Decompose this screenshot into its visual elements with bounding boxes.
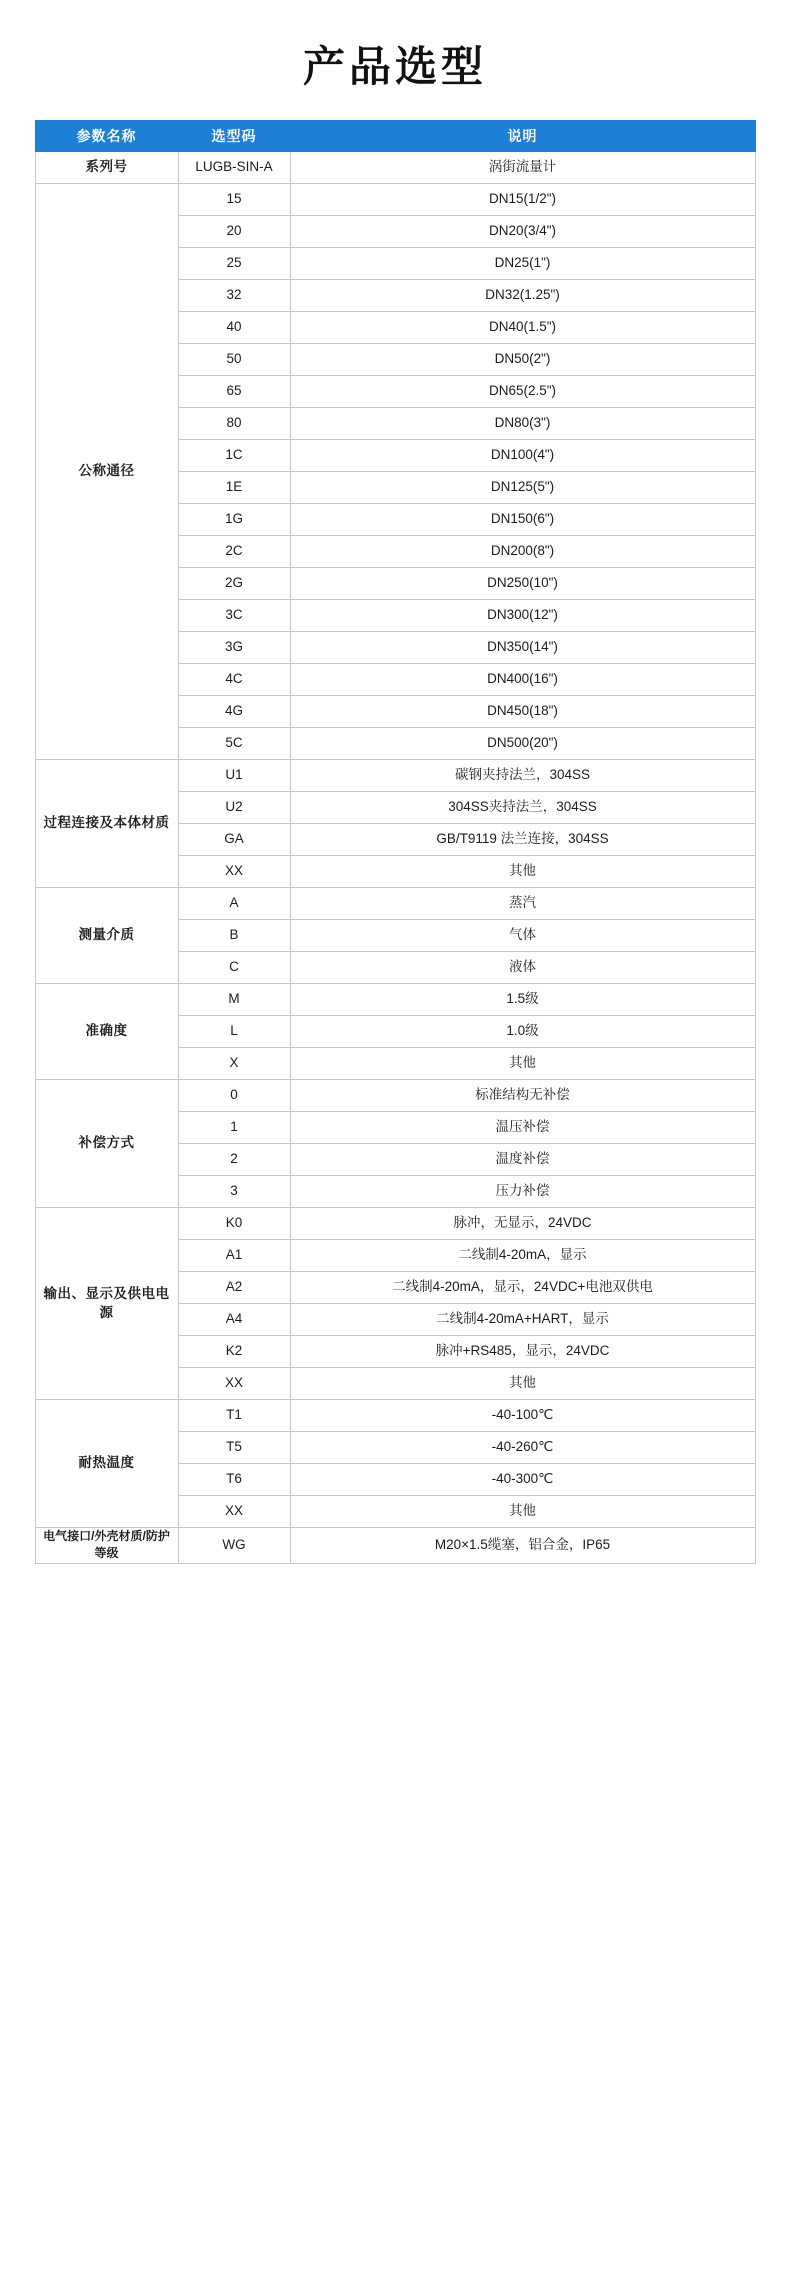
selection-code-cell: 3G (178, 632, 290, 664)
selection-code-cell: 1C (178, 440, 290, 472)
selection-code-cell: 80 (178, 408, 290, 440)
description-cell: 液体 (290, 952, 755, 984)
selection-code-cell: A (178, 888, 290, 920)
selection-code-cell: A1 (178, 1240, 290, 1272)
selection-code-cell: 4G (178, 696, 290, 728)
description-cell: 1.5级 (290, 984, 755, 1016)
description-cell: DN25(1") (290, 248, 755, 280)
selection-code-cell: WG (178, 1528, 290, 1564)
selection-code-cell: 32 (178, 280, 290, 312)
description-cell: 气体 (290, 920, 755, 952)
description-cell: DN250(10") (290, 568, 755, 600)
selection-code-cell: XX (178, 1496, 290, 1528)
selection-code-cell: 65 (178, 376, 290, 408)
table-body (35, 152, 755, 1564)
selection-code-cell: 3 (178, 1176, 290, 1208)
selection-code-cell: K2 (178, 1336, 290, 1368)
description-cell: 304SS夹持法兰，304SS (290, 792, 755, 824)
selection-code-cell: T6 (178, 1464, 290, 1496)
parameter-name-cell: 电气接口/外壳材质/防护等级 (35, 1528, 178, 1564)
description-cell: 二线制4-20mA+HART，显示 (290, 1304, 755, 1336)
selection-code-cell: 2G (178, 568, 290, 600)
column-header-description: 说明 (290, 121, 755, 152)
description-cell: 其他 (290, 1048, 755, 1080)
description-cell: M20×1.5缆塞，铝合金，IP65 (290, 1528, 755, 1564)
table-row (35, 1208, 755, 1240)
description-cell: DN400(16") (290, 664, 755, 696)
description-cell: 二线制4-20mA，显示 (290, 1240, 755, 1272)
selection-code-cell: 4C (178, 664, 290, 696)
selection-code-cell: 15 (178, 184, 290, 216)
description-cell: 温度补偿 (290, 1144, 755, 1176)
description-cell: GB/T9119 法兰连接，304SS (290, 824, 755, 856)
selection-code-cell: 2C (178, 536, 290, 568)
table-row (35, 984, 755, 1016)
description-cell: 二线制4-20mA，显示，24VDC+电池双供电 (290, 1272, 755, 1304)
table-row (35, 1080, 755, 1112)
description-cell: 其他 (290, 856, 755, 888)
parameter-name-cell: 补偿方式 (35, 1080, 178, 1208)
parameter-name-cell: 耐热温度 (35, 1400, 178, 1528)
page-title: 产品选型 (302, 43, 487, 90)
description-cell: -40-100℃ (290, 1400, 755, 1432)
selection-code-cell: 1 (178, 1112, 290, 1144)
table-row (35, 760, 755, 792)
parameter-name-cell: 过程连接及本体材质 (35, 760, 178, 888)
selection-code-cell: M (178, 984, 290, 1016)
column-header-code: 选型码 (178, 121, 290, 152)
selection-code-cell: B (178, 920, 290, 952)
description-cell: 脉冲，无显示，24VDC (290, 1208, 755, 1240)
parameter-name-cell: 测量介质 (35, 888, 178, 984)
selection-code-cell: XX (178, 856, 290, 888)
description-cell: DN125(5") (290, 472, 755, 504)
description-cell: DN80(3") (290, 408, 755, 440)
selection-code-cell: XX (178, 1368, 290, 1400)
selection-code-cell: C (178, 952, 290, 984)
table-row (35, 152, 755, 184)
selection-code-cell: 3C (178, 600, 290, 632)
description-cell: DN65(2.5") (290, 376, 755, 408)
description-cell: -40-300℃ (290, 1464, 755, 1496)
column-header-parameter: 参数名称 (35, 121, 178, 152)
product-selection-table (35, 120, 756, 1564)
table-row (35, 1528, 755, 1564)
selection-code-cell: LUGB-SIN-A (178, 152, 290, 184)
parameter-name-cell: 输出、显示及供电电源 (35, 1208, 178, 1400)
selection-code-cell: U2 (178, 792, 290, 824)
parameter-name-cell: 准确度 (35, 984, 178, 1080)
description-cell: DN500(20") (290, 728, 755, 760)
selection-code-cell: T1 (178, 1400, 290, 1432)
description-cell: 标准结构无补偿 (290, 1080, 755, 1112)
parameter-name-cell: 公称通径 (35, 184, 178, 760)
description-cell: 碳钢夹持法兰，304SS (290, 760, 755, 792)
description-cell: DN32(1.25") (290, 280, 755, 312)
selection-code-cell: U1 (178, 760, 290, 792)
description-cell: -40-260℃ (290, 1432, 755, 1464)
selection-code-cell: GA (178, 824, 290, 856)
description-cell: 压力补偿 (290, 1176, 755, 1208)
parameter-name-cell: 系列号 (35, 152, 178, 184)
description-cell: 涡街流量计 (290, 152, 755, 184)
table-row (35, 888, 755, 920)
description-cell: DN300(12") (290, 600, 755, 632)
selection-code-cell: A4 (178, 1304, 290, 1336)
description-cell: DN150(6") (290, 504, 755, 536)
description-cell: 其他 (290, 1368, 755, 1400)
selection-code-cell: 40 (178, 312, 290, 344)
selection-code-cell: 1G (178, 504, 290, 536)
description-cell: DN15(1/2") (290, 184, 755, 216)
description-cell: DN40(1.5") (290, 312, 755, 344)
description-cell: 温压补偿 (290, 1112, 755, 1144)
selection-code-cell: 1E (178, 472, 290, 504)
table-row (35, 1400, 755, 1432)
selection-code-cell: 20 (178, 216, 290, 248)
description-cell: DN350(14") (290, 632, 755, 664)
description-cell: 1.0级 (290, 1016, 755, 1048)
bottom-spacer (0, 1564, 790, 1604)
description-cell: DN20(3/4") (290, 216, 755, 248)
selection-code-cell: K0 (178, 1208, 290, 1240)
selection-code-cell: L (178, 1016, 290, 1048)
selection-code-cell: T5 (178, 1432, 290, 1464)
selection-code-cell: 0 (178, 1080, 290, 1112)
table-header (35, 121, 755, 152)
description-cell: 蒸汽 (290, 888, 755, 920)
selection-code-cell: 25 (178, 248, 290, 280)
selection-code-cell: 2 (178, 1144, 290, 1176)
table-header-row (35, 121, 755, 152)
description-cell: 其他 (290, 1496, 755, 1528)
description-cell: 脉冲+RS485，显示，24VDC (290, 1336, 755, 1368)
table-row (35, 184, 755, 216)
selection-code-cell: 5C (178, 728, 290, 760)
selection-code-cell: X (178, 1048, 290, 1080)
selection-code-cell: A2 (178, 1272, 290, 1304)
selection-code-cell: 50 (178, 344, 290, 376)
description-cell: DN450(18") (290, 696, 755, 728)
description-cell: DN50(2") (290, 344, 755, 376)
description-cell: DN100(4") (290, 440, 755, 472)
description-cell: DN200(8") (290, 536, 755, 568)
